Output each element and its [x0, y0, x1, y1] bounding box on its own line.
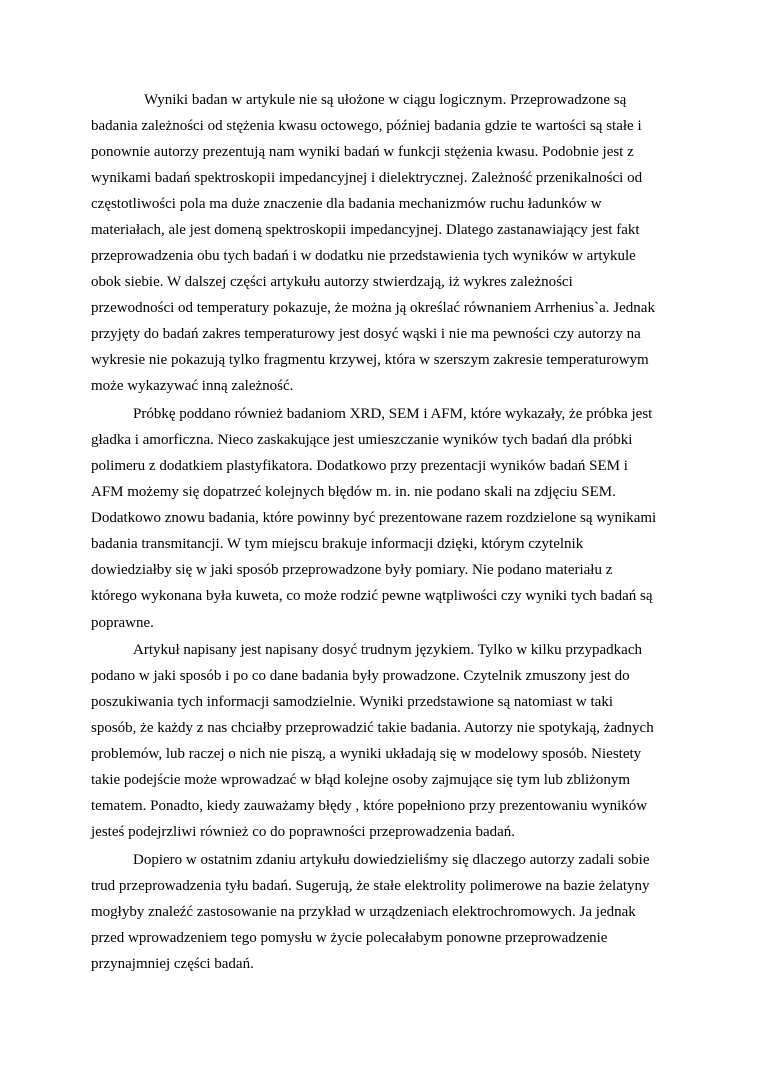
paragraph-line: materiałach, ale jest domeną spektroskopii impedancyjnej. Dlatego zastanawiający jest fakt	[91, 222, 640, 238]
paragraph-line: badania zależności od stężenia kwasu octowego, później badania gdzie te wartości są stałe i	[91, 118, 642, 134]
paragraph-line: którego wykonana była kuweta, co może rodzić pewne wątpliwości czy wyniki tych badań są	[91, 588, 653, 604]
paragraph-line: dowiedziałby się w jaki sposób przeprowadzone były pomiary. Nie podano materiału z	[91, 562, 613, 578]
paragraph-line: przed wprowadzeniem tego pomysłu w życie polecałabym ponowne przeprowadzenie	[91, 930, 608, 946]
paragraph-line: przewodności od temperatury pokazuje, że można ją określać równaniem Arrhenius`a. Jednak	[91, 300, 655, 316]
paragraph-line: ponownie autorzy prezentują nam wyniki badań w funkcji stężenia kwasu. Podobnie jest z	[91, 144, 634, 160]
paragraph-line: AFM możemy się dopatrzeć kolejnych błędów m. in. nie podano skali na zdjęciu SEM.	[91, 484, 616, 500]
paragraph-line: trud przeprowadzenia tyłu badań. Sugerują, że stałe elektrolity polimerowe na bazie żelatyny	[91, 878, 650, 894]
paragraph-line: problemów, lub raczej o nich nie piszą, a wyniki układają się w modelowy sposób. Niestety	[91, 746, 642, 762]
paragraph-line: może wykazywać inną zależność.	[91, 378, 294, 394]
paragraph-line: przyjęty do badań zakres temperaturowy jest dosyć wąski i nie ma pewności czy autorzy na	[91, 326, 641, 342]
paragraph-line: badania transmitancji. W tym miejscu brakuje informacji dzięki, którym czytelnik	[91, 536, 584, 552]
paragraph-line: mogłyby znaleźć zastosowanie na przykład w urządzeniach elektrochromowych. Ja jednak	[91, 904, 636, 920]
paragraph-line: sposób, że każdy z nas chciałby przeprowadzić takie badania. Autorzy nie spotykają, żadnych	[91, 720, 654, 736]
paragraph-line: tematem. Ponadto, kiedy zauważamy błędy , które popełniono przy prezentowaniu wyników	[91, 798, 648, 814]
paragraph-line: obok siebie. W dalszej części artykułu autorzy stwierdzają, iż wykres zależności	[91, 274, 573, 290]
paragraph-line: wykresie nie pokazują tylko fragmentu krzywej, która w szerszym zakresie temperaturowym	[91, 352, 649, 368]
paragraph-line: jesteś podejrzliwi również co do poprawności przeprowadzenia badań.	[91, 824, 516, 840]
paragraph-line: Dopiero w ostatnim zdaniu artykułu dowiedzieliśmy się dlaczego autorzy zadali sobie	[133, 852, 650, 868]
paragraph-line: poszukiwania tych informacji samodzielnie. Wyniki przedstawione są natomiast w taki	[91, 694, 614, 710]
paragraph-line: Artykuł napisany jest napisany dosyć trudnym językiem. Tylko w kilku przypadkach	[133, 642, 642, 658]
paragraph-line: Dodatkowo znowu badania, które powinny być prezentowane razem rozdzielone są wynikami	[91, 510, 657, 526]
paragraph-line: polimeru z dodatkiem plastyfikatora. Dodatkowo przy prezentacji wyników badań SEM i	[91, 458, 628, 474]
paragraph-line: wynikami badań spektroskopii impedancyjnej i dielektrycznej. Zależność przenikalności od	[91, 170, 643, 186]
paragraph-line: Wyniki badan w artykule nie są ułożone w ciągu logicznym. Przeprowadzone są	[144, 92, 627, 108]
paragraph-line: takie podejście może wprowadzać w błąd kolejne osoby zajmujące się tym lub zbliżonym	[91, 772, 630, 788]
paragraph-line: podano w jaki sposób i po co dane badania były prowadzone. Czytelnik zmuszony jest do	[91, 668, 630, 684]
paragraph-line: przynajmniej części badań.	[91, 956, 254, 972]
paragraph-line: Próbkę poddano również badaniom XRD, SEM i AFM, które wykazały, że próbka jest	[133, 406, 653, 422]
paragraph-line: gładka i amorficzna. Nieco zaskakujące jest umieszczanie wyników tych badań dla próbki	[91, 432, 633, 448]
paragraph-line: częstotliwości pola ma duże znaczenie dla badania mechanizmów ruchu ładunków w	[91, 196, 602, 212]
paragraph-line: przeprowadzenia obu tych badań i w dodatku nie przedstawienia tych wyników w artykule	[91, 248, 636, 264]
paragraph-line: poprawne.	[91, 615, 154, 631]
